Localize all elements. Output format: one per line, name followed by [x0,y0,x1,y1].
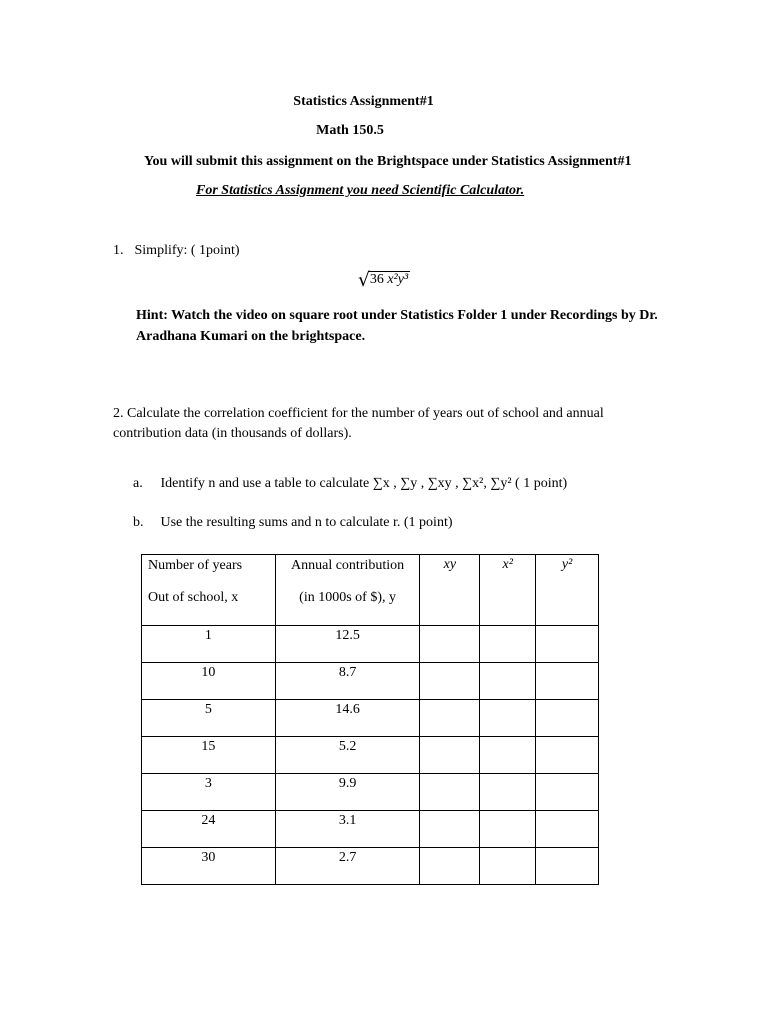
radicand-variables: x²y³ [387,272,409,287]
cell-x: 24 [142,811,276,848]
cell-x-squared-blank[interactable] [480,626,536,663]
cell-x: 1 [142,626,276,663]
cell-xy-blank[interactable] [420,848,480,885]
cell-y: 2.7 [275,848,420,885]
cell-x: 30 [142,848,276,885]
cell-x: 10 [142,663,276,700]
table-row [142,848,599,885]
question-2a-label: a. [133,476,143,491]
cell-y-squared-blank[interactable] [536,663,599,700]
header-contribution-line2: (in 1000s of $), y [299,590,396,605]
header-y-squared: y² [536,555,599,626]
cell-x: 3 [142,774,276,811]
cell-y: 9.9 [275,774,420,811]
calculator-note: For Statistics Assignment you need Scientific Calculator. [196,183,525,198]
question-2b-label: b. [133,515,144,530]
table-row [142,737,599,774]
header-annual-contribution [275,555,420,626]
cell-x-squared-blank[interactable] [480,700,536,737]
cell-y: 8.7 [275,663,420,700]
header-years-out-of-school [142,555,276,626]
header-contribution-line1: Annual contribution [291,558,405,573]
cell-xy-blank[interactable] [420,626,480,663]
cell-y: 14.6 [275,700,420,737]
cell-x: 5 [142,700,276,737]
cell-y-squared-blank[interactable] [536,774,599,811]
cell-xy-blank[interactable] [420,811,480,848]
radicand [368,271,410,287]
cell-xy-blank[interactable] [420,737,480,774]
cell-x-squared-blank[interactable] [480,663,536,700]
cell-y-squared-blank[interactable] [536,626,599,663]
cell-xy-blank[interactable] [420,663,480,700]
cell-y: 5.2 [275,737,420,774]
question-1-number: 1. [113,243,124,258]
header-years-line2: Out of school, x [148,590,239,605]
cell-x-squared-blank[interactable] [480,737,536,774]
header-xy: xy [420,555,480,626]
cell-xy-blank[interactable] [420,774,480,811]
question-2b [133,515,453,531]
header-years-line1: Number of years [148,558,243,573]
cell-y-squared-blank[interactable] [536,811,599,848]
cell-y: 12.5 [275,626,420,663]
table-row [142,663,599,700]
submission-note: You will submit this assignment on the Brightspace under Statistics Assignment#1 [144,154,632,169]
hint-text: Hint: Watch the video on square root under Statistics Folder 1 under Recordings by Dr. Aradhana Kumari on the brightspace. [136,308,658,344]
data-table [141,554,599,885]
question-2-text: 2. Calculate the correlation coefficient for the number of years out of school and annual contribution data (in thousands of dollars). [113,406,604,441]
cell-x-squared-blank[interactable] [480,811,536,848]
cell-x-squared-blank[interactable] [480,848,536,885]
cell-y: 3.1 [275,811,420,848]
table-row [142,811,599,848]
radical-sign-icon: √ [357,269,370,291]
cell-xy-blank[interactable] [420,700,480,737]
radical [357,269,410,291]
table-row [142,626,599,663]
table-header-row [142,555,599,626]
question-1 [113,243,240,259]
square-root-expression [0,269,768,291]
question-2a [133,476,567,492]
cell-y-squared-blank[interactable] [536,848,599,885]
header-x-squared: x² [480,555,536,626]
cell-y-squared-blank[interactable] [536,737,599,774]
course-number: Math 150.5 [316,123,384,138]
cell-x: 15 [142,737,276,774]
question-2a-text: Identify n and use a table to calculate ∑x , ∑y , ∑xy , ∑x², ∑y² ( 1 point) [160,476,568,491]
table-row [142,774,599,811]
assignment-title: Statistics Assignment#1 [293,94,434,109]
cell-y-squared-blank[interactable] [536,700,599,737]
radicand-coefficient: 36 [369,272,384,287]
question-2b-text: Use the resulting sums and n to calculate r. (1 point) [160,515,453,530]
table-row [142,700,599,737]
cell-x-squared-blank[interactable] [480,774,536,811]
question-1-text: Simplify: ( 1point) [134,243,240,258]
